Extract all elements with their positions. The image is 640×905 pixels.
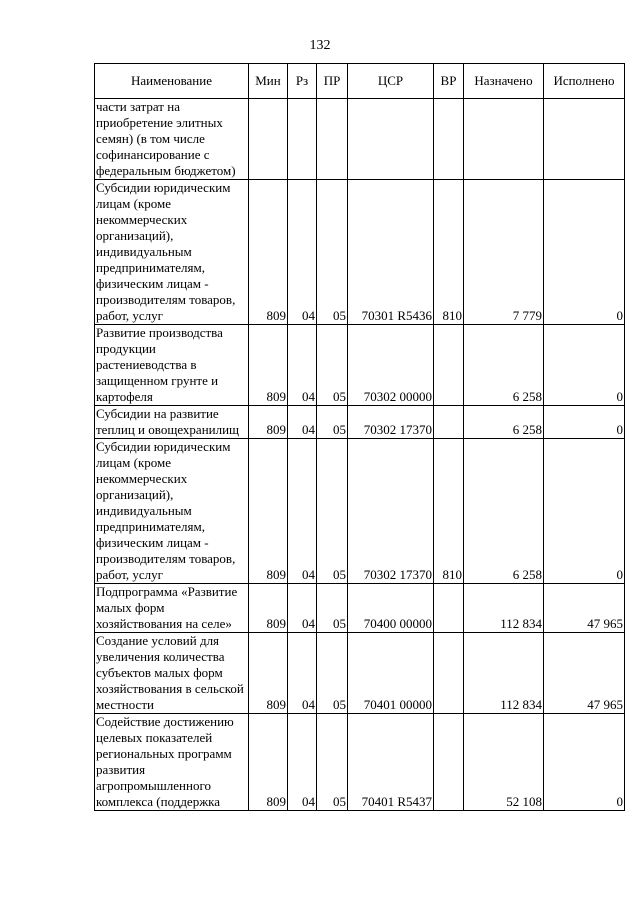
row-name: Содействие достижению целевых показателей региональных программ развития агропромышленного комплекса (поддержка: [95, 714, 249, 811]
row-executed: 47 965: [544, 584, 625, 633]
row-pr: 05: [317, 325, 348, 406]
table-header-row: [95, 64, 625, 99]
col-header-min: Мин: [249, 64, 288, 99]
row-executed: 0: [544, 714, 625, 811]
table-row: [95, 180, 625, 325]
row-pr: 05: [317, 406, 348, 439]
row-vr: [434, 714, 464, 811]
row-vr: 810: [434, 439, 464, 584]
col-header-pr: ПР: [317, 64, 348, 99]
row-rz: 04: [288, 439, 317, 584]
row-name: Субсидии на развитие теплиц и овощехранилищ: [95, 406, 249, 439]
col-header-rz: Рз: [288, 64, 317, 99]
row-assigned: 7 779: [464, 180, 544, 325]
row-csr: 70401 00000: [348, 633, 434, 714]
row-rz: 04: [288, 325, 317, 406]
row-vr: [434, 406, 464, 439]
row-min: 809: [249, 180, 288, 325]
col-header-executed: Исполнено: [544, 64, 625, 99]
row-min: 809: [249, 406, 288, 439]
row-pr: [317, 99, 348, 180]
row-executed: 0: [544, 180, 625, 325]
table-row: [95, 325, 625, 406]
row-name: Развитие производства продукции растениеводства в защищенном грунте и картофеля: [95, 325, 249, 406]
row-name: Субсидии юридическим лицам (кроме некоммерческих организаций), индивидуальным предпринимателям, физическим лицам - производителям товаров, работ, услуг: [95, 180, 249, 325]
col-header-csr: ЦСР: [348, 64, 434, 99]
row-pr: 05: [317, 633, 348, 714]
table-row: [95, 439, 625, 584]
row-name: части затрат на приобретение элитных семян) (в том числе софинансирование с федеральным бюджетом): [95, 99, 249, 180]
col-header-vr: ВР: [434, 64, 464, 99]
row-executed: 0: [544, 406, 625, 439]
row-pr: 05: [317, 584, 348, 633]
row-csr: 70400 00000: [348, 584, 434, 633]
row-csr: 70301 R5436: [348, 180, 434, 325]
row-rz: 04: [288, 714, 317, 811]
table-row: [95, 99, 625, 180]
row-assigned: 52 108: [464, 714, 544, 811]
row-executed: 0: [544, 325, 625, 406]
row-csr: 70302 00000: [348, 325, 434, 406]
row-executed: [544, 99, 625, 180]
row-rz: 04: [288, 406, 317, 439]
row-csr: 70302 17370: [348, 439, 434, 584]
row-vr: [434, 584, 464, 633]
row-executed: 47 965: [544, 633, 625, 714]
row-assigned: 6 258: [464, 406, 544, 439]
col-header-assigned: Назначено: [464, 64, 544, 99]
budget-table: [94, 63, 625, 811]
row-min: 809: [249, 325, 288, 406]
row-pr: 05: [317, 180, 348, 325]
row-vr: 810: [434, 180, 464, 325]
row-assigned: 112 834: [464, 633, 544, 714]
row-vr: [434, 633, 464, 714]
table-row: [95, 633, 625, 714]
row-vr: [434, 325, 464, 406]
col-header-name: Наименование: [95, 64, 249, 99]
row-min: 809: [249, 633, 288, 714]
row-rz: 04: [288, 180, 317, 325]
row-min: 809: [249, 714, 288, 811]
table-row: [95, 714, 625, 811]
row-assigned: [464, 99, 544, 180]
row-name: Создание условий для увеличения количества субъектов малых форм хозяйствования в сельской местности: [95, 633, 249, 714]
row-vr: [434, 99, 464, 180]
row-pr: 05: [317, 714, 348, 811]
row-min: 809: [249, 439, 288, 584]
page-number: 132: [309, 38, 331, 53]
row-assigned: 6 258: [464, 439, 544, 584]
row-min: [249, 99, 288, 180]
table-row: [95, 584, 625, 633]
row-rz: 04: [288, 584, 317, 633]
row-executed: 0: [544, 439, 625, 584]
row-rz: [288, 99, 317, 180]
row-assigned: 112 834: [464, 584, 544, 633]
row-min: 809: [249, 584, 288, 633]
row-name: Субсидии юридическим лицам (кроме некоммерческих организаций), индивидуальным предпринимателям, физическим лицам - производителям товаров, работ, услуг: [95, 439, 249, 584]
row-assigned: 6 258: [464, 325, 544, 406]
row-csr: 70401 R5437: [348, 714, 434, 811]
row-csr: [348, 99, 434, 180]
row-name: Подпрограмма «Развитие малых форм хозяйствования на селе»: [95, 584, 249, 633]
row-pr: 05: [317, 439, 348, 584]
row-rz: 04: [288, 633, 317, 714]
row-csr: 70302 17370: [348, 406, 434, 439]
table-row: [95, 406, 625, 439]
